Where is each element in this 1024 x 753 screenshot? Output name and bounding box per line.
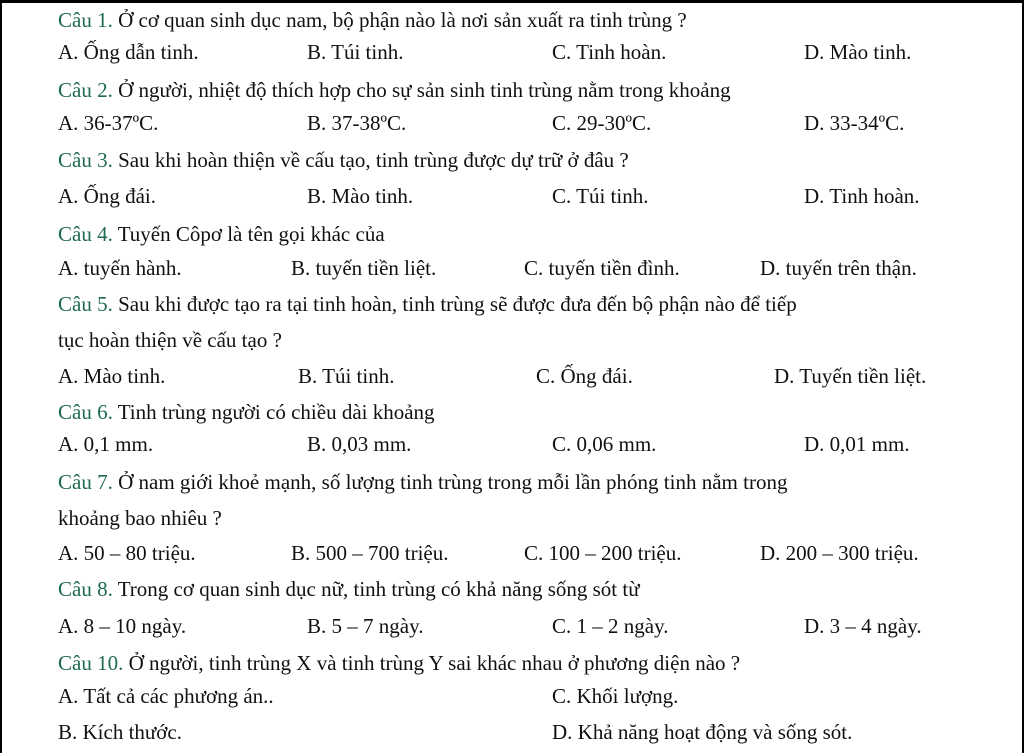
question-3-label: Câu 3. [58,148,113,172]
question-3 [58,148,629,172]
frame-left-border [0,0,2,753]
question-10-label: Câu 10. [58,651,124,675]
question-6-label: Câu 6. [58,400,113,424]
question-1-text: Ở cơ quan sinh dục nam, bộ phận nào là nơi sản xuất ra tinh trùng ? [112,8,687,32]
question-7-option-a: A. 50 – 80 triệu. [58,541,196,565]
question-8-option-d: D. 3 – 4 ngày. [804,614,922,638]
question-8-text: Trong cơ quan sinh dục nữ, tinh trùng có khả năng sống sót từ [112,577,640,601]
question-7-option-d: D. 200 – 300 triệu. [760,541,919,565]
question-1-label: Câu 1. [58,8,113,32]
question-7 [58,470,787,494]
question-10-option-b: B. Kích thước. [58,720,182,744]
question-2-label: Câu 2. [58,78,113,102]
question-8-option-c: C. 1 – 2 ngày. [552,614,669,638]
question-8-label: Câu 8. [58,577,113,601]
question-8-option-a: A. 8 – 10 ngày. [58,614,187,638]
question-3-option-b: B. Mào tinh. [307,184,414,208]
question-10-text: Ở người, tinh trùng X và tinh trùng Y sai khác nhau ở phương diện nào ? [123,651,741,675]
question-6-option-b: B. 0,03 mm. [307,432,412,456]
question-10-option-d: D. Khả năng hoạt động và sống sót. [552,720,853,744]
question-7-label: Câu 7. [58,470,113,494]
question-5-option-c: C. Ống đái. [536,364,633,388]
question-5-option-a: A. Mào tinh. [58,364,166,388]
question-2-option-c: C. 29-30ºC. [552,111,652,135]
question-7-text: Ở nam giới khoẻ mạnh, số lượng tinh trùng trong mỗi lần phóng tinh nằm trong [112,470,788,494]
question-2-text: Ở người, nhiệt độ thích hợp cho sự sản sinh tinh trùng nằm trong khoảng [112,78,731,102]
question-5-continuation: tục hoàn thiện về cấu tạo ? [58,328,282,352]
question-1-option-a: A. Ống dẫn tinh. [58,40,199,64]
question-7-option-b: B. 500 – 700 triệu. [291,541,449,565]
question-5-option-d: D. Tuyến tiền liệt. [774,364,927,388]
question-4 [58,222,385,246]
question-3-text: Sau khi hoàn thiện về cấu tạo, tinh trùng được dự trữ ở đâu ? [112,148,629,172]
question-4-label: Câu 4. [58,222,113,246]
question-1 [58,8,687,32]
question-6-option-c: C. 0,06 mm. [552,432,657,456]
question-1-option-d: D. Mào tinh. [804,40,912,64]
question-5-option-b: B. Túi tinh. [298,364,395,388]
question-5-text: Sau khi được tạo ra tại tinh hoàn, tinh trùng sẽ được đưa đến bộ phận nào để tiếp [112,292,797,316]
frame-top-border [0,0,1024,3]
question-8 [58,577,640,601]
question-4-text: Tuyến Côpơ là tên gọi khác của [112,222,385,246]
question-3-option-d: D. Tinh hoàn. [804,184,920,208]
question-6-option-d: D. 0,01 mm. [804,432,910,456]
question-3-option-a: A. Ống đái. [58,184,156,208]
question-3-option-c: C. Túi tinh. [552,184,649,208]
question-1-option-c: C. Tinh hoàn. [552,40,667,64]
question-10-option-a: A. Tất cả các phương án.. [58,684,274,708]
question-4-option-b: B. tuyến tiền liệt. [291,256,437,280]
question-2-option-a: A. 36-37ºC. [58,111,159,135]
question-7-option-c: C. 100 – 200 triệu. [524,541,682,565]
question-6-option-a: A. 0,1 mm. [58,432,154,456]
question-2-option-b: B. 37-38ºC. [307,111,407,135]
question-5-label: Câu 5. [58,292,113,316]
question-10 [58,651,740,675]
question-4-option-d: D. tuyến trên thận. [760,256,917,280]
question-5 [58,292,797,316]
question-2-option-d: D. 33-34ºC. [804,111,905,135]
question-7-continuation: khoảng bao nhiêu ? [58,506,222,530]
question-4-option-c: C. tuyến tiền đình. [524,256,680,280]
question-6-text: Tinh trùng người có chiều dài khoảng [112,400,435,424]
question-4-option-a: A. tuyến hành. [58,256,182,280]
question-2 [58,78,731,102]
question-1-option-b: B. Túi tinh. [307,40,404,64]
question-8-option-b: B. 5 – 7 ngày. [307,614,424,638]
question-6 [58,400,435,424]
question-10-option-c: C. Khối lượng. [552,684,679,708]
